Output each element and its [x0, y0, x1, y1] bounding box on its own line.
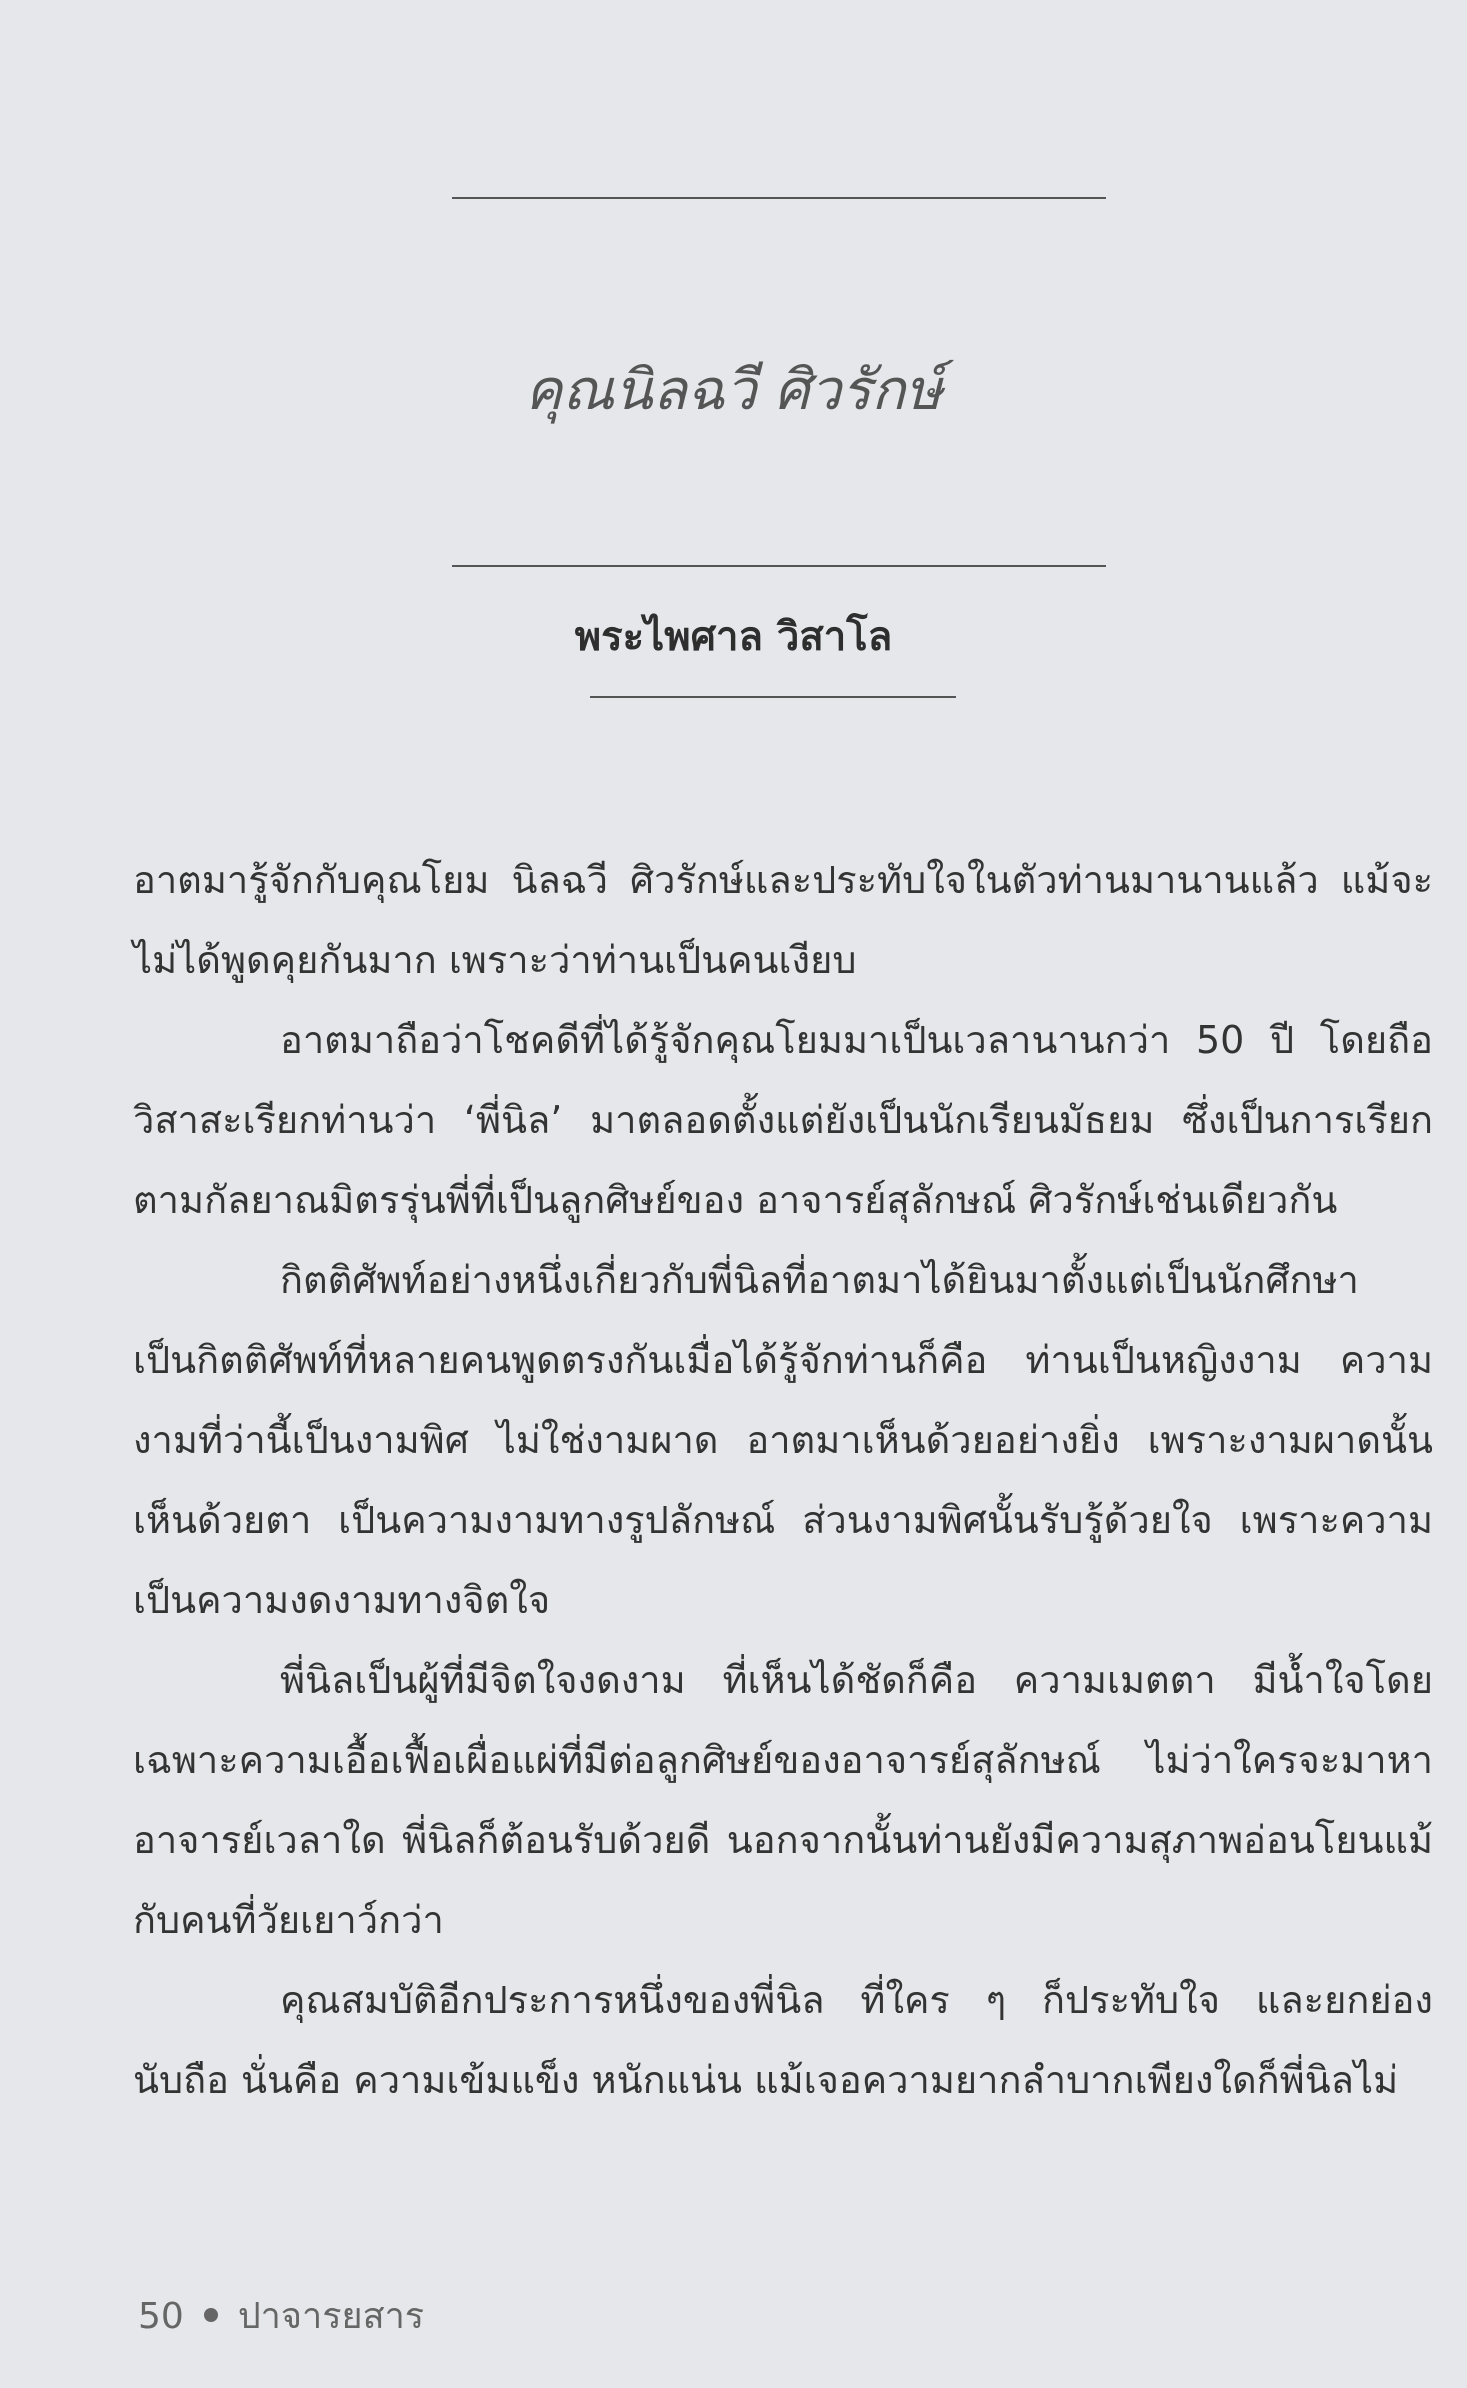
paragraph-5: คุณสมบัติอีกประการหนึ่งของพี่นิล ที่ใคร ๆ ก็ประทับใจ และยกย่องนับถือ นั่นคือ ความเข้มแข็ง หนักแน่น แม้เจอความยากลำบากเพียงใดก็พี่นิลไม่: [133, 1978, 1433, 2102]
article-body: [133, 840, 1433, 2120]
page-footer: [138, 2287, 424, 2344]
top-rule: [452, 197, 1106, 199]
author-name: พระไพศาล วิสาโล: [574, 614, 893, 660]
bullet-icon: [204, 2308, 218, 2322]
publication-name: ปาจารยสาร: [237, 2296, 425, 2337]
article-title: คุณนิลฉวี ศิวรักษ์: [524, 358, 943, 423]
title-rule: [452, 565, 1106, 567]
paragraph-3: กิตติศัพท์อย่างหนึ่งเกี่ยวกับพี่นิลที่อาตมาได้ยินมาตั้งแต่เป็นนักศึกษา เป็นกิตติศัพท์ที่หลายคนพูดตรงกันเมื่อได้รู้จักท่านก็คือ ท่านเป็นหญิงงาม ความงามที่ว่านี้เป็นงามพิศ ไม่ใช่งามผาด อาตมาเห็นด้วยอย่างยิ่ง เพราะงามผาดนั้นเห็นด้วยตา เป็นความงามทางรูปลักษณ์ ส่วนงามพิศนั้นรับรู้ด้วยใจ เพราะความเป็นความงดงามทางจิตใจ: [133, 1258, 1433, 1622]
page-number: 50: [138, 2296, 184, 2337]
author-rule: [590, 696, 956, 698]
paragraph-1: อาตมารู้จักกับคุณโยม นิลฉวี ศิวรักษ์และประทับใจในตัวท่านมานานแล้ว แม้จะไม่ได้พูดคุยกันมาก เพราะว่าท่านเป็นคนเงียบ: [133, 858, 1433, 982]
paragraph-2: อาตมาถือว่าโชคดีที่ได้รู้จักคุณโยมมาเป็นเวลานานกว่า 50 ปี โดยถือวิสาสะเรียกท่านว่า ‘พี่นิล’ มาตลอดตั้งแต่ยังเป็นนักเรียนมัธยม ซึ่งเป็นการเรียกตามกัลยาณมิตรรุ่นพี่ที่เป็นลูกศิษย์ของ อาจารย์สุลักษณ์ ศิวรักษ์เช่นเดียวกัน: [133, 1018, 1433, 1222]
paragraph-4: พี่นิลเป็นผู้ที่มีจิตใจงดงาม ที่เห็นได้ชัดก็คือ ความเมตตา มีน้ำใจโดยเฉพาะความเอื้อเฟื้อเผื่อแผ่ที่มีต่อลูกศิษย์ของอาจารย์สุลักษณ์ ไม่ว่าใครจะมาหาอาจารย์เวลาใด พี่นิลก็ต้อนรับด้วยดี นอกจากนั้นท่านยังมีความสุภาพอ่อนโยนแม้กับคนที่วัยเยาว์กว่า: [133, 1658, 1433, 1942]
